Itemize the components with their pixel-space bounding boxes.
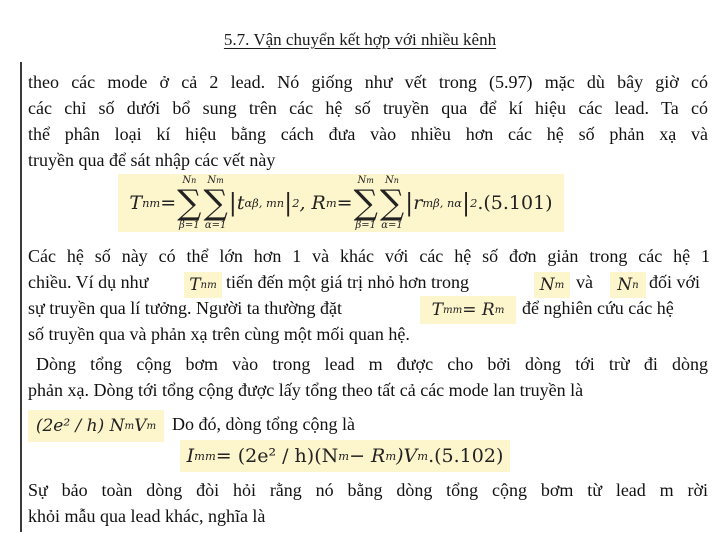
p2-line-5: Dòng tổng cộng bơm vào trong lead m được cho bởi dòng tới trừ đi dòng bbox=[36, 354, 708, 374]
p1-line-4: truyền qua để sát nhập các vết này bbox=[28, 150, 276, 170]
p2-line-2c: và bbox=[576, 272, 593, 292]
p2-line-6: phản xạ. Dòng tới tổng cộng được lấy tổng theo tất cả các mode lan truyền là bbox=[28, 380, 584, 400]
p1-line-2: các chỉ số dưới bổ sung trên các hệ số truyền qua để kí hiệu các lead. Ta có bbox=[28, 98, 708, 118]
p2-line-3a: sự truyền qua lí tưởng. Người ta thường đặt bbox=[28, 298, 343, 318]
p2-line-2d: đối với bbox=[649, 272, 701, 292]
p2-line-4: số truyền qua và phản xạ trên cùng một mối quan hệ. bbox=[28, 324, 410, 344]
p2-line-1: Các hệ số này có thể lớn hơn 1 và khác với các hệ số đơn giản trong các hệ 1 bbox=[28, 246, 710, 266]
math-nm: N m bbox=[534, 272, 570, 298]
p3-line-1: Sự bảo toàn dòng đòi hỏi rằng nó bằng dòng tổng cộng bơm từ lead m rời bbox=[28, 480, 708, 500]
sum-beta: Nn ∑ β=1 bbox=[177, 175, 202, 231]
math-tmm-eq-rm: T mm = R m bbox=[420, 296, 516, 324]
p3-line-2: khỏi mẫu qua lead khác, nghĩa là bbox=[28, 506, 266, 526]
p2-line-2b: tiến đến một giá trị nhỏ hơn trong bbox=[226, 272, 469, 292]
math-flux: (2e² / h) N m V m bbox=[28, 410, 164, 442]
p2-line-7: Do đó, dòng tổng cộng là bbox=[172, 414, 355, 434]
math-nn: N n bbox=[610, 272, 646, 298]
equation-5-102: I mm = (2e² / h)(N m − R m )V m .(5.102) bbox=[180, 440, 510, 472]
p1-line-1: theo các mode ở cả 2 lead. Nó giống như vết trong (5.97) mặc dù bây giờ có bbox=[28, 72, 708, 92]
p2-line-3b: để nghiên cứu các hệ bbox=[522, 298, 674, 318]
sum-alpha: Nm ∑ α=1 bbox=[203, 175, 228, 231]
left-rule bbox=[20, 62, 22, 532]
p2-line-2a: chiều. Ví dụ như bbox=[28, 272, 149, 292]
p1-line-3: thể phân loại kí hiệu bằng cách đưa vào nhiều hơn các hệ số phản xạ và bbox=[28, 124, 708, 144]
page-title: 5.7. Vận chuyển kết hợp với nhiều kênh bbox=[223, 30, 497, 49]
math-tnm: T nm bbox=[184, 272, 222, 298]
equation-5-101: T nm = Nn ∑ β=1 Nm ∑ α=1 | t αβ, mn | 2 , R m = Nm ∑ β=1 Nn ∑ α=1 | r mβ, nα | 2 .(5.101) bbox=[118, 174, 564, 232]
